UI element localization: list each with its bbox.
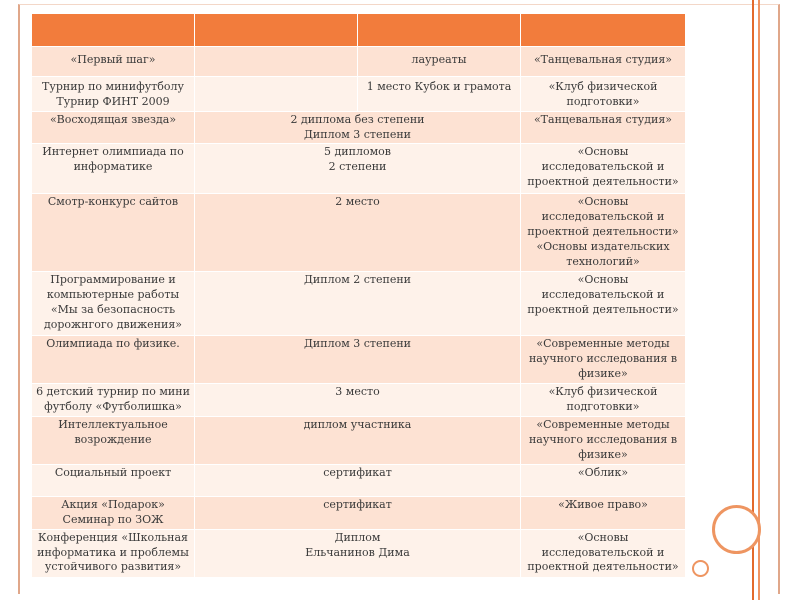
header-cell [32, 14, 195, 47]
event-cell: Смотр-конкурс сайтов [32, 194, 195, 272]
event-cell: Интернет олимпиада по информатике [32, 144, 195, 194]
result-cell: 2 диплома без степени Диплом 3 степени [195, 111, 521, 144]
header-cell [195, 14, 358, 47]
table-row [32, 529, 686, 577]
program-cell: «Танцевальная студия» [521, 111, 686, 144]
program-cell: «Основы исследовательской и проектной деятельности» «Основы издательских технологий» [521, 194, 686, 272]
table-row [32, 47, 686, 77]
table-row [32, 497, 686, 530]
event-cell: Конференция «Школьная информатика и проблемы устойчивого развития» [32, 529, 195, 577]
result-cell: сертификат [195, 465, 521, 497]
table-row [32, 272, 686, 336]
program-cell: «Современные методы научного исследования в физике» [521, 336, 686, 384]
header-cell [358, 14, 521, 47]
event-cell: Акция «Подарок» Семинар по ЗОЖ [32, 497, 195, 530]
result-cell: сертификат [195, 497, 521, 530]
decorative-circle [712, 505, 761, 554]
event-cell: «Первый шаг» [32, 47, 195, 77]
table-row [32, 417, 686, 465]
event-cell: Социальный проект [32, 465, 195, 497]
program-cell: «Основы исследовательской и проектной деятельности» [521, 144, 686, 194]
table-row [32, 384, 686, 417]
empty-cell [195, 47, 358, 77]
table-row [32, 144, 686, 194]
result-cell: 1 место Кубок и грамота [358, 77, 521, 112]
result-cell: 5 дипломов 2 степени [195, 144, 521, 194]
event-cell: Олимпиада по физике. [32, 336, 195, 384]
event-cell: 6 детский турнир по мини футболу «Футболишка» [32, 384, 195, 417]
program-cell: «Основы исследовательской и проектной деятельности» [521, 529, 686, 577]
table-header-row [32, 14, 686, 47]
result-cell: диплом участника [195, 417, 521, 465]
decorative-circle [692, 560, 709, 577]
table-row [32, 465, 686, 497]
result-cell: 3 место [195, 384, 521, 417]
program-cell: «Основы исследовательской и проектной деятельности» [521, 272, 686, 336]
program-cell: «Клуб физической подготовки» [521, 77, 686, 112]
result-cell: Диплом 2 степени [195, 272, 521, 336]
event-cell: Интеллектуальное возрождение [32, 417, 195, 465]
program-cell: «Танцевальная студия» [521, 47, 686, 77]
decorative-line [758, 0, 760, 600]
result-cell: 2 место [195, 194, 521, 272]
event-cell: «Восходящая звезда» [32, 111, 195, 144]
program-cell: «Современные методы научного исследования в физике» [521, 417, 686, 465]
event-cell: Турнир по минифутболу Турнир ФИНТ 2009 [32, 77, 195, 112]
event-cell: Программирование и компьютерные работы «Мы за безопасность дорожнгого движения» [32, 272, 195, 336]
result-cell: Диплом 3 степени [195, 336, 521, 384]
program-cell: «Живое право» [521, 497, 686, 530]
result-cell: Диплом Ельчанинов Дима [195, 529, 521, 577]
table-row [32, 336, 686, 384]
table-row [32, 194, 686, 272]
empty-cell [195, 77, 358, 112]
program-cell: «Клуб физической подготовки» [521, 384, 686, 417]
program-cell: «Облик» [521, 465, 686, 497]
header-cell [521, 14, 686, 47]
result-cell: лауреаты [358, 47, 521, 77]
table-row [32, 111, 686, 144]
table-row [32, 77, 686, 112]
awards-table [31, 13, 686, 578]
